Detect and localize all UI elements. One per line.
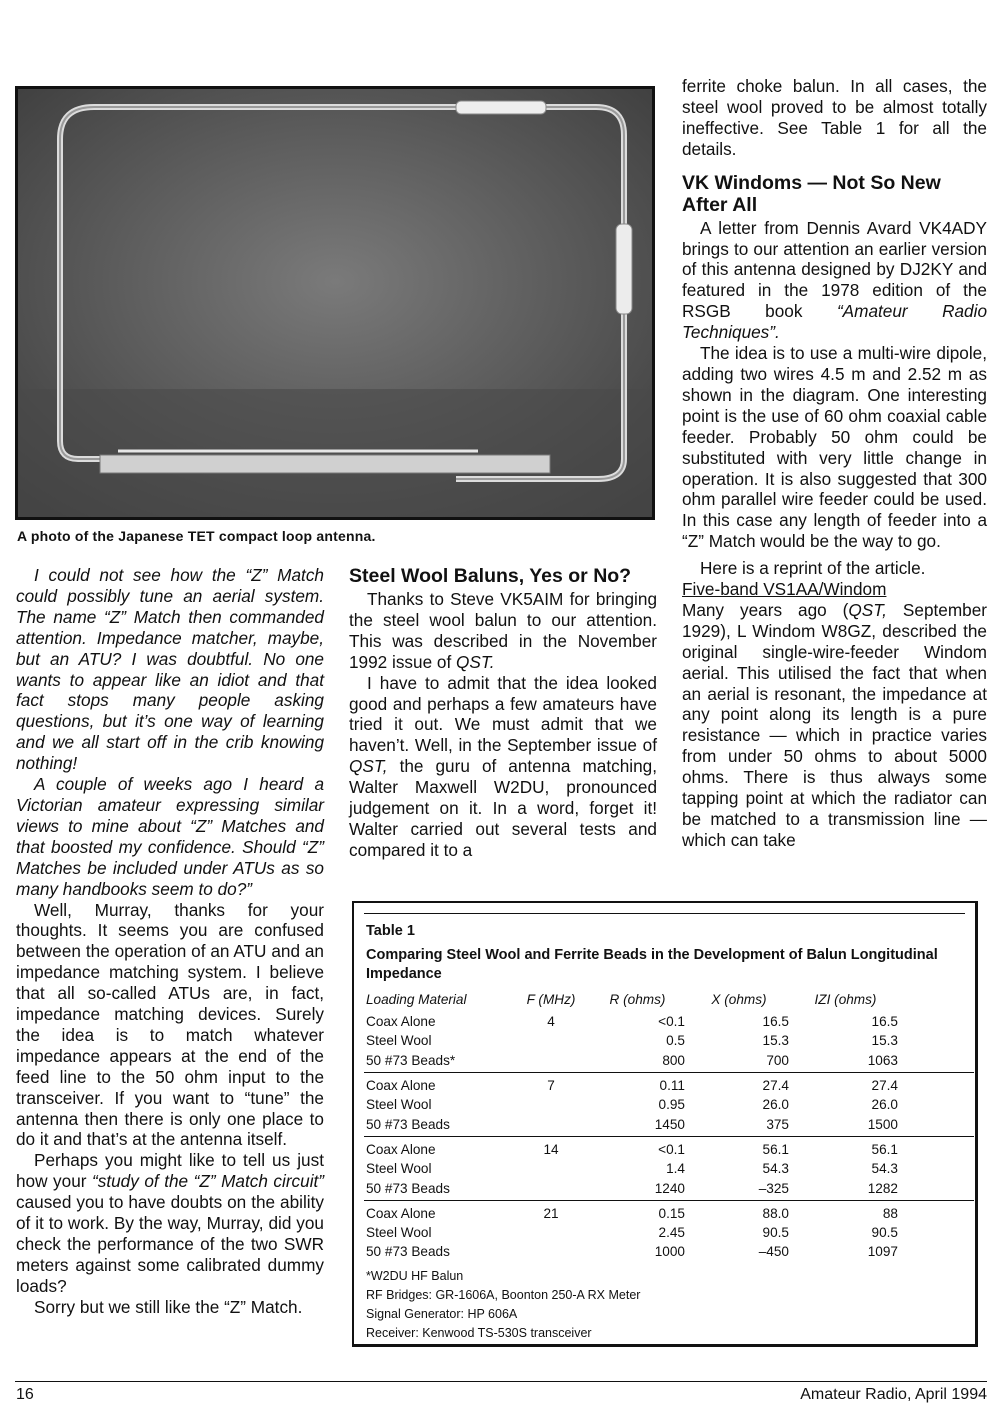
table-1 bbox=[352, 901, 978, 1347]
column-1 bbox=[16, 565, 324, 1318]
table-label: Table 1 bbox=[366, 923, 415, 939]
cell-pad bbox=[900, 1095, 974, 1114]
cell-reactance: 90.5 bbox=[762, 1225, 789, 1241]
windom-paragraph-2: The idea is to use a multi-wire dipole, adding two wires 4.5 m and 2.52 m as shown in the diagram. One interesting point is the use of 60 ohm coaxial cable feeder. Probably 50 ohm could be substituted with very little change in operation. It is also suggested that 300 ohm parallel wire feeder could be used. In this case any length of feeder into a “Z” Match would be the way to go. bbox=[682, 343, 987, 552]
cell-frequency bbox=[514, 1114, 588, 1136]
cell-material: 50 #73 Beads bbox=[364, 1114, 514, 1136]
cell-resistance: <0.1 bbox=[658, 1141, 685, 1157]
cell-pad bbox=[900, 1051, 974, 1073]
cell-reactance: –450 bbox=[758, 1244, 789, 1260]
cell-frequency: 4 bbox=[547, 1014, 555, 1030]
cell-impedance: 1097 bbox=[867, 1244, 898, 1260]
cell-reactance: 700 bbox=[687, 1051, 791, 1073]
windom-paragraph-4: Many years ago (QST, September 1929), L Windom W8GZ, described the original single-wire-feeder Windom aerial. This utilised the fact that when an aerial is resonant, the impedance at any point along its length is a pure resistance — which in practice varies from under 50 ohms to about 5000 ohms. There is thus always some tapping point at which the radiator can be matched to a transmission line — which can take bbox=[682, 599, 987, 850]
table-row bbox=[364, 1223, 974, 1242]
cell-reactance: 16.5 bbox=[762, 1014, 789, 1030]
reply-paragraph-1: Well, Murray, thanks for your thoughts. It seems you are confused between the operation of an ATU and an impedance matching system. I believe that all so-called ATUs are, in fact, impedance matching devices. Surely the idea is to match whatever impedance appears at the end of the feed line to the 50 ohm input to the transceiver. If you want to “tune” the antenna then there is only one place to do it and that’s at the antenna itself. bbox=[16, 899, 324, 1150]
cell-pad bbox=[900, 1012, 974, 1031]
table-note: RF Bridges: GR-1606A, Boonton 250-A RX Meter bbox=[366, 1288, 641, 1302]
cell-resistance: 1450 bbox=[588, 1114, 687, 1136]
cell-impedance: 1063 bbox=[791, 1051, 900, 1073]
section-heading-steel-wool: Steel Wool Baluns, Yes or No? bbox=[349, 565, 632, 587]
column-2 bbox=[349, 565, 657, 861]
cell-frequency bbox=[514, 1242, 588, 1261]
table-note: Signal Generator: HP 606A bbox=[366, 1307, 518, 1321]
continued-paragraph: ferrite choke balun. In all cases, the steel wool proved to be almost totally ineffective. See Table 1 for all the details. bbox=[682, 76, 987, 159]
cell-resistance: 0.15 bbox=[658, 1205, 685, 1221]
subheading-five-band: Five-band VS1AA/Windom bbox=[682, 579, 887, 600]
cell-material: Coax Alone bbox=[366, 1205, 436, 1221]
cell-resistance: 800 bbox=[588, 1051, 687, 1073]
windom-paragraph-1: A letter from Dennis Avard VK4ADY brings to our attention an earlier version of this antenna designed by DJ2KY and featured in the 1978 edition of the RSGB book “Amateur Radio Techniques”. bbox=[682, 217, 987, 343]
photo-caption: A photo of the Japanese TET compact loop antenna. bbox=[17, 528, 376, 544]
cell-impedance: 1500 bbox=[791, 1114, 900, 1136]
column-3 bbox=[682, 76, 987, 851]
cell-material: Coax Alone bbox=[366, 1141, 436, 1157]
cell-pad bbox=[900, 1200, 974, 1223]
cell-impedance: 90.5 bbox=[871, 1225, 898, 1241]
antenna-photo bbox=[15, 86, 655, 520]
cell-pad bbox=[900, 1178, 974, 1200]
table-row bbox=[364, 1114, 974, 1136]
cell-frequency: 21 bbox=[543, 1205, 559, 1221]
cell-impedance: 54.3 bbox=[871, 1161, 898, 1177]
cell-resistance: 0.95 bbox=[658, 1097, 685, 1113]
cell-impedance: 56.1 bbox=[871, 1141, 898, 1157]
page-number: 16 bbox=[16, 1386, 34, 1403]
cell-reactance: 54.3 bbox=[762, 1161, 789, 1177]
table-note: Receiver: Kenwood TS-530S transceiver bbox=[366, 1326, 592, 1340]
cell-reactance: 27.4 bbox=[762, 1078, 789, 1094]
cell-impedance: 16.5 bbox=[871, 1014, 898, 1030]
header-impedance: IZI (ohms) bbox=[814, 991, 877, 1007]
cell-reactance: 26.0 bbox=[762, 1097, 789, 1113]
steel-wool-paragraph-2: I have to admit that the idea looked good and perhaps a few amateurs have tried it out. We must admit that we haven’t. Well, in the September issue of QST, the guru of antenna matching, Walter Maxwell W2DU, pronounced judgement on it. In a word, forget it! Walter carried out several tests and compared it to a bbox=[349, 672, 657, 860]
cell-pad bbox=[900, 1031, 974, 1050]
cell-resistance: 0.11 bbox=[659, 1078, 685, 1094]
cell-reactance: 88.0 bbox=[762, 1205, 789, 1221]
cell-impedance: 26.0 bbox=[871, 1097, 898, 1113]
header-loading-material: Loading Material bbox=[366, 991, 467, 1007]
cell-impedance: 27.4 bbox=[871, 1078, 898, 1094]
cell-material: Steel Wool bbox=[366, 1225, 432, 1241]
cell-resistance: 1000 bbox=[654, 1244, 685, 1260]
table-row bbox=[364, 1178, 974, 1200]
cell-material: Coax Alone bbox=[366, 1014, 436, 1030]
cell-resistance: 1.4 bbox=[666, 1161, 685, 1177]
cell-material: Steel Wool bbox=[366, 1033, 432, 1049]
cell-material: Coax Alone bbox=[366, 1078, 436, 1094]
cell-frequency bbox=[514, 1031, 588, 1050]
letter-paragraph-2: A couple of weeks ago I heard a Victorian amateur expressing similar views to mine about “Z” Matches and that boosted my confidence. Should “Z” Matches be included under ATUs as so many handbooks seem to do?” bbox=[16, 774, 324, 899]
cell-pad bbox=[900, 1136, 974, 1159]
cell-frequency bbox=[514, 1178, 588, 1200]
steel-wool-paragraph-1: Thanks to Steve VK5AIM for bringing the steel wool balun to our attention. This was described in the November 1992 issue of QST. bbox=[349, 589, 657, 672]
cell-impedance: 1282 bbox=[791, 1178, 900, 1200]
table-row bbox=[364, 1136, 974, 1159]
letter-paragraph-1: I could not see how the “Z” Match could possibly tune an aerial system. The name “Z” Match then commanded attention. Impedance matcher, maybe, but an ATU? I was doubtful. No one wants to appear like an idiot and that fact stops many people asking questions, but it’s one way of learning and we all start off in the crib knowing nothing! bbox=[16, 565, 324, 774]
cell-impedance: 15.3 bbox=[871, 1033, 898, 1049]
cell-frequency: 14 bbox=[543, 1141, 559, 1157]
table-row bbox=[364, 1159, 974, 1178]
windom-paragraph-3: Here is a reprint of the article. bbox=[700, 558, 926, 579]
cell-reactance: 375 bbox=[687, 1114, 791, 1136]
cell-pad bbox=[900, 1159, 974, 1178]
section-heading-vk-windoms: VK Windoms — Not So New After All bbox=[682, 171, 941, 216]
cell-frequency bbox=[514, 1159, 588, 1178]
cell-pad bbox=[900, 1242, 974, 1261]
header-resistance: R (ohms) bbox=[609, 991, 666, 1007]
table-top-rule bbox=[364, 913, 965, 914]
cell-frequency bbox=[514, 1095, 588, 1114]
table-title: Comparing Steel Wool and Ferrite Beads in the Development of Balun Longitudinal Impedance bbox=[366, 947, 938, 982]
table-row bbox=[364, 1031, 974, 1050]
reply-paragraph-3: Sorry but we still like the “Z” Match. bbox=[34, 1296, 303, 1317]
table-row bbox=[364, 1242, 974, 1261]
table-row bbox=[364, 1095, 974, 1114]
table-row bbox=[364, 1051, 974, 1073]
table-row bbox=[364, 1012, 974, 1031]
cell-material: Steel Wool bbox=[366, 1161, 432, 1177]
cell-frequency bbox=[514, 1051, 588, 1073]
cell-frequency bbox=[514, 1223, 588, 1242]
footer-rule bbox=[15, 1381, 987, 1382]
cell-pad bbox=[900, 1072, 974, 1095]
cell-impedance: 88 bbox=[882, 1205, 898, 1221]
cell-material: Steel Wool bbox=[366, 1097, 432, 1113]
cell-frequency: 7 bbox=[547, 1078, 555, 1094]
cell-resistance: 2.45 bbox=[658, 1225, 685, 1241]
header-frequency: F (MHz) bbox=[526, 991, 576, 1007]
cell-reactance: 56.1 bbox=[762, 1141, 789, 1157]
header-reactance: X (ohms) bbox=[711, 991, 767, 1007]
cell-reactance: –325 bbox=[687, 1178, 791, 1200]
table-row bbox=[364, 1072, 974, 1095]
table-row bbox=[364, 1200, 974, 1223]
magazine-issue: Amateur Radio, April 1994 bbox=[800, 1386, 987, 1403]
reply-paragraph-2: Perhaps you might like to tell us just how your “study of the “Z” Match circuit” caused you to have doubts on the ability of it to work. By the way, Murray, did you check the performance of the two SWR meters against some calibrated dummy loads? bbox=[16, 1150, 325, 1296]
cell-pad bbox=[900, 1223, 974, 1242]
cell-pad bbox=[900, 1114, 974, 1136]
cell-resistance: 1240 bbox=[588, 1178, 687, 1200]
cell-material: 50 #73 Beads bbox=[364, 1178, 514, 1200]
table-notes bbox=[366, 1267, 640, 1343]
cell-resistance: <0.1 bbox=[658, 1014, 685, 1030]
cell-material: 50 #73 Beads bbox=[366, 1244, 450, 1260]
cell-resistance: 0.5 bbox=[666, 1033, 685, 1049]
table-note: *W2DU HF Balun bbox=[366, 1269, 464, 1283]
data-table bbox=[364, 990, 974, 1262]
cell-reactance: 15.3 bbox=[762, 1033, 789, 1049]
cell-material: 50 #73 Beads* bbox=[364, 1051, 514, 1073]
